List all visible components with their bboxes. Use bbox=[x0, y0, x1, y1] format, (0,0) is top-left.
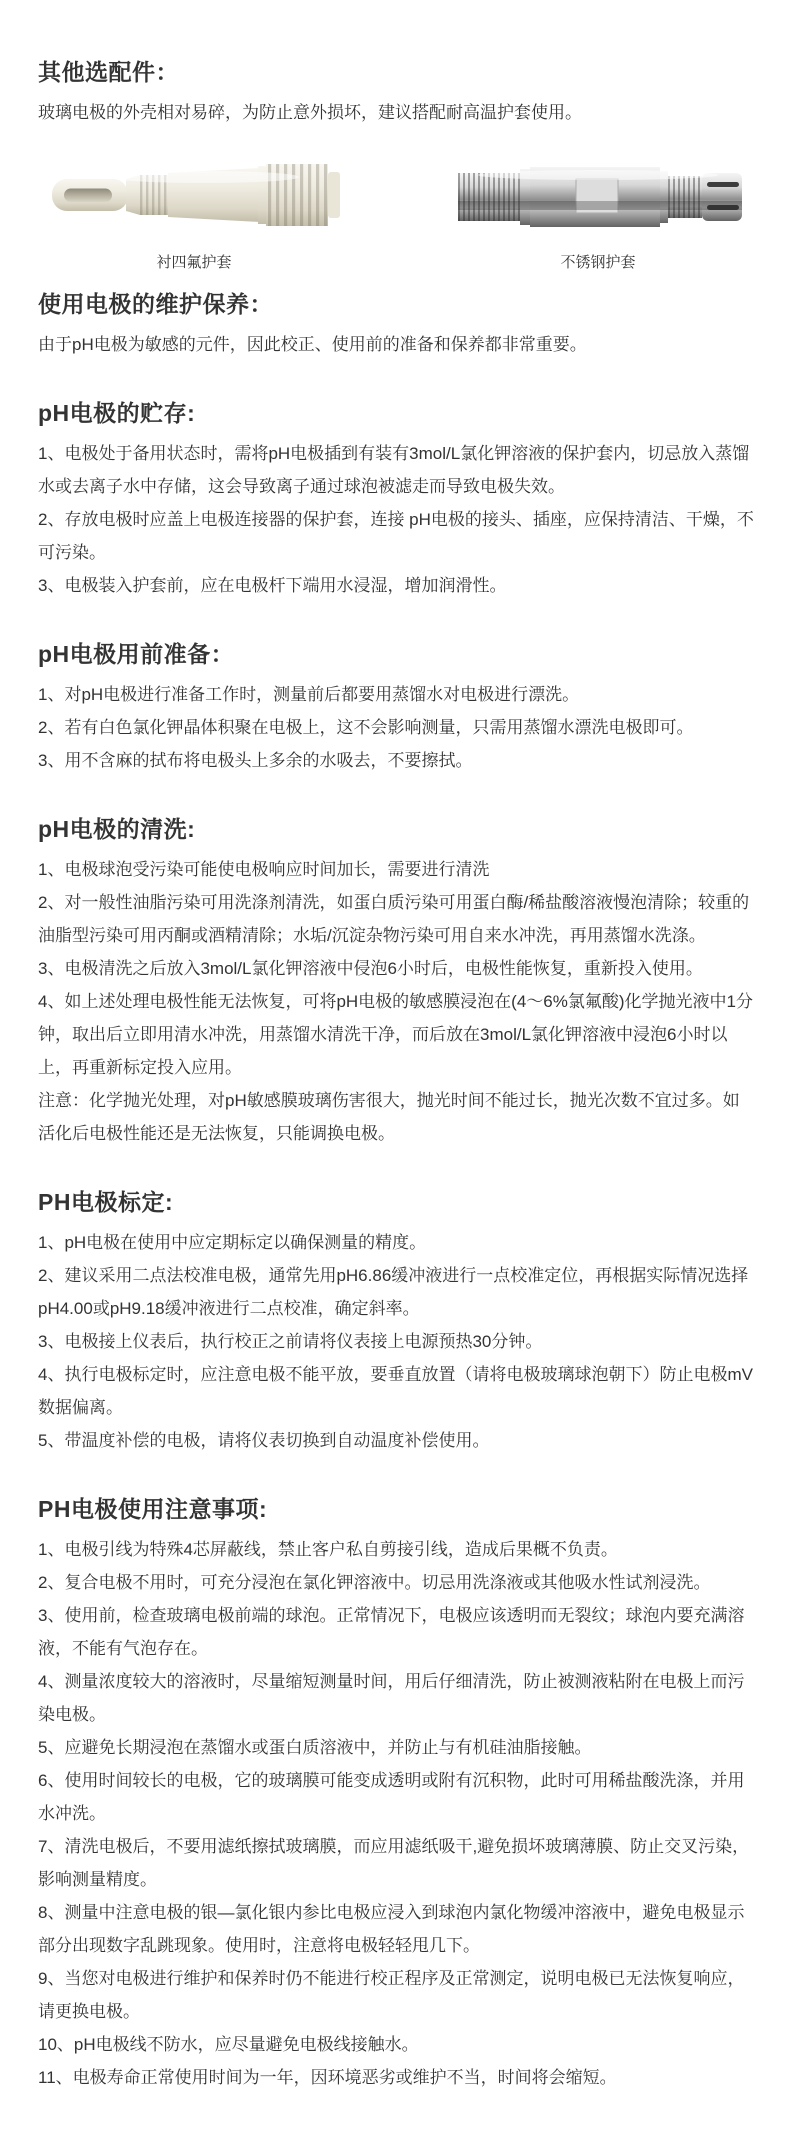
list-item: 3、电极接上仪表后，执行校正之前请将仪表接上电源预热30分钟。 bbox=[38, 1332, 543, 1351]
figure-ptfe-sleeve bbox=[38, 149, 350, 272]
precautions-items bbox=[38, 1533, 754, 2094]
storage-items bbox=[38, 437, 754, 602]
list-item: 1、电极引线为特殊4芯屏蔽线，禁止客户私自剪接引线，造成后果概不负责。 bbox=[38, 1540, 618, 1559]
stainless-steel-sleeve-image bbox=[448, 149, 748, 241]
preparation-items bbox=[38, 678, 754, 777]
accessory-figures bbox=[38, 149, 754, 272]
list-item: 2、复合电极不用时，可充分浸泡在氯化钾溶液中。切忌用洗涤液或其他吸水性试剂浸洗。 bbox=[38, 1573, 711, 1592]
cleaning-heading: pH电极的清洗: bbox=[38, 816, 196, 842]
list-item: 11、电极寿命正常使用时间为一年，因环境恶劣或维护不当，时间将会缩短。 bbox=[38, 2068, 617, 2087]
list-item: 1、pH电极在使用中应定期标定以确保测量的精度。 bbox=[38, 1233, 427, 1252]
list-item: 6、使用时间较长的电极，它的玻璃膜可能变成透明或附有沉积物，此时可用稀盐酸洗涤，并用水冲洗。 bbox=[38, 1771, 745, 1823]
figure-stainless-sleeve bbox=[442, 149, 754, 272]
precautions-heading: PH电极使用注意事项: bbox=[38, 1496, 268, 1522]
cleaning-items bbox=[38, 853, 754, 1150]
list-item: 2、对一般性油脂污染可用洗涤剂清洗，如蛋白质污染可用蛋白酶/稀盐酸溶液慢泡清除；较重的油脂型污染可用丙酮或酒精清除；水垢/沉淀杂物污染可用自来水冲洗，再用蒸馏水洗涤。 bbox=[38, 893, 750, 945]
list-item: 1、对pH电极进行准备工作时，测量前后都要用蒸馏水对电极进行漂洗。 bbox=[38, 685, 580, 704]
maintenance-intro: 由于pH电极为敏感的元件，因此校正、使用前的准备和保养都非常重要。 bbox=[38, 335, 587, 354]
preparation-heading: pH电极用前准备： bbox=[38, 641, 235, 667]
list-item: 2、存放电极时应盖上电极连接器的保护套，连接 pH电极的接头、插座，应保持清洁、干燥，不可污染。 bbox=[38, 510, 754, 562]
ptfe-sleeve-image bbox=[44, 149, 344, 241]
list-item: 4、如上述处理电极性能无法恢复，可将pH电极的敏感膜浸泡在(4～6%氯氟酸)化学抛光液中1分钟，取出后立即用清水冲洗，用蒸馏水清洗干净，而后放在3mol/L氯化钾溶液中浸泡6小时以上，再重新标定投入应用。 bbox=[38, 992, 753, 1077]
storage-heading: pH电极的贮存: bbox=[38, 400, 196, 426]
list-item: 3、用不含麻的拭布将电极头上多余的水吸去，不要擦拭。 bbox=[38, 751, 473, 770]
accessories-heading: 其他选配件： bbox=[38, 59, 179, 85]
list-item: 1、电极球泡受污染可能使电极响应时间加长，需要进行清洗 bbox=[38, 860, 490, 879]
list-item: 4、测量浓度较大的溶液时，尽量缩短测量时间，用后仔细清洗，防止被测液粘附在电极上而污染电极。 bbox=[38, 1672, 745, 1724]
list-item: 1、电极处于备用状态时，需将pH电极插到有装有3mol/L氯化钾溶液的保护套内，切忌放入蒸馏水或去离子水中存储，这会导致离子通过球泡被滤走而导致电极失效。 bbox=[38, 444, 750, 496]
ptfe-sleeve-label: 衬四氟护套 bbox=[156, 254, 232, 271]
list-item: 3、使用前，检查玻璃电极前端的球泡。正常情况下，电极应该透明而无裂纹；球泡内要充满溶液，不能有气泡存在。 bbox=[38, 1606, 745, 1658]
calibration-items bbox=[38, 1226, 754, 1457]
list-item: 9、当您对电极进行维护和保养时仍不能进行校正程序及正常测定，说明电极已无法恢复响应，请更换电极。 bbox=[38, 1969, 745, 2021]
list-item: 7、清洗电极后，不要用滤纸擦拭玻璃膜，而应用滤纸吸干,避免损坏玻璃薄膜、防止交叉污染，影响测量精度。 bbox=[38, 1837, 750, 1889]
list-item: 4、执行电极标定时，应注意电极不能平放，要垂直放置（请将电极玻璃球泡朝下）防止电极mV数据偏离。 bbox=[38, 1365, 753, 1417]
list-item: 2、建议采用二点法校准电极，通常先用pH6.86缓冲液进行一点校准定位，再根据实际情况选择pH4.00或pH9.18缓冲液进行二点校准，确定斜率。 bbox=[38, 1266, 749, 1318]
maintenance-heading: 使用电极的维护保养： bbox=[38, 291, 273, 317]
list-item: 3、电极清洗之后放入3mol/L氯化钾溶液中侵泡6小时后，电极性能恢复，重新投入使用。 bbox=[38, 959, 703, 978]
list-item: 5、带温度补偿的电极，请将仪表切换到自动温度补偿使用。 bbox=[38, 1431, 490, 1450]
list-item: 2、若有白色氯化钾晶体积聚在电极上，这不会影响测量，只需用蒸馏水漂洗电极即可。 bbox=[38, 718, 694, 737]
stainless-sleeve-label: 不锈钢护套 bbox=[560, 254, 636, 271]
list-item: 3、电极装入护套前，应在电极杆下端用水浸湿，增加润滑性。 bbox=[38, 576, 507, 595]
list-item: 10、pH电极线不防水，应尽量避免电极线接触水。 bbox=[38, 2035, 419, 2054]
accessories-intro: 玻璃电极的外壳相对易碎，为防止意外损坏，建议搭配耐高温护套使用。 bbox=[38, 103, 582, 122]
list-item: 5、应避免长期浸泡在蒸馏水或蛋白质溶液中，并防止与有机硅油脂接触。 bbox=[38, 1738, 592, 1757]
list-item: 8、测量中注意电极的银—氯化银内参比电极应浸入到球泡内氯化物缓冲溶液中，避免电极显示部分出现数字乱跳现象。使用时，注意将电极轻轻甩几下。 bbox=[38, 1903, 745, 1955]
calibration-heading: PH电极标定: bbox=[38, 1189, 174, 1215]
cleaning-note: 注意：化学抛光处理，对pH敏感膜玻璃伤害很大，抛光时间不能过长，抛光次数不宜过多。如活化后电极性能还是无法恢复，只能调换电极。 bbox=[38, 1091, 740, 1143]
